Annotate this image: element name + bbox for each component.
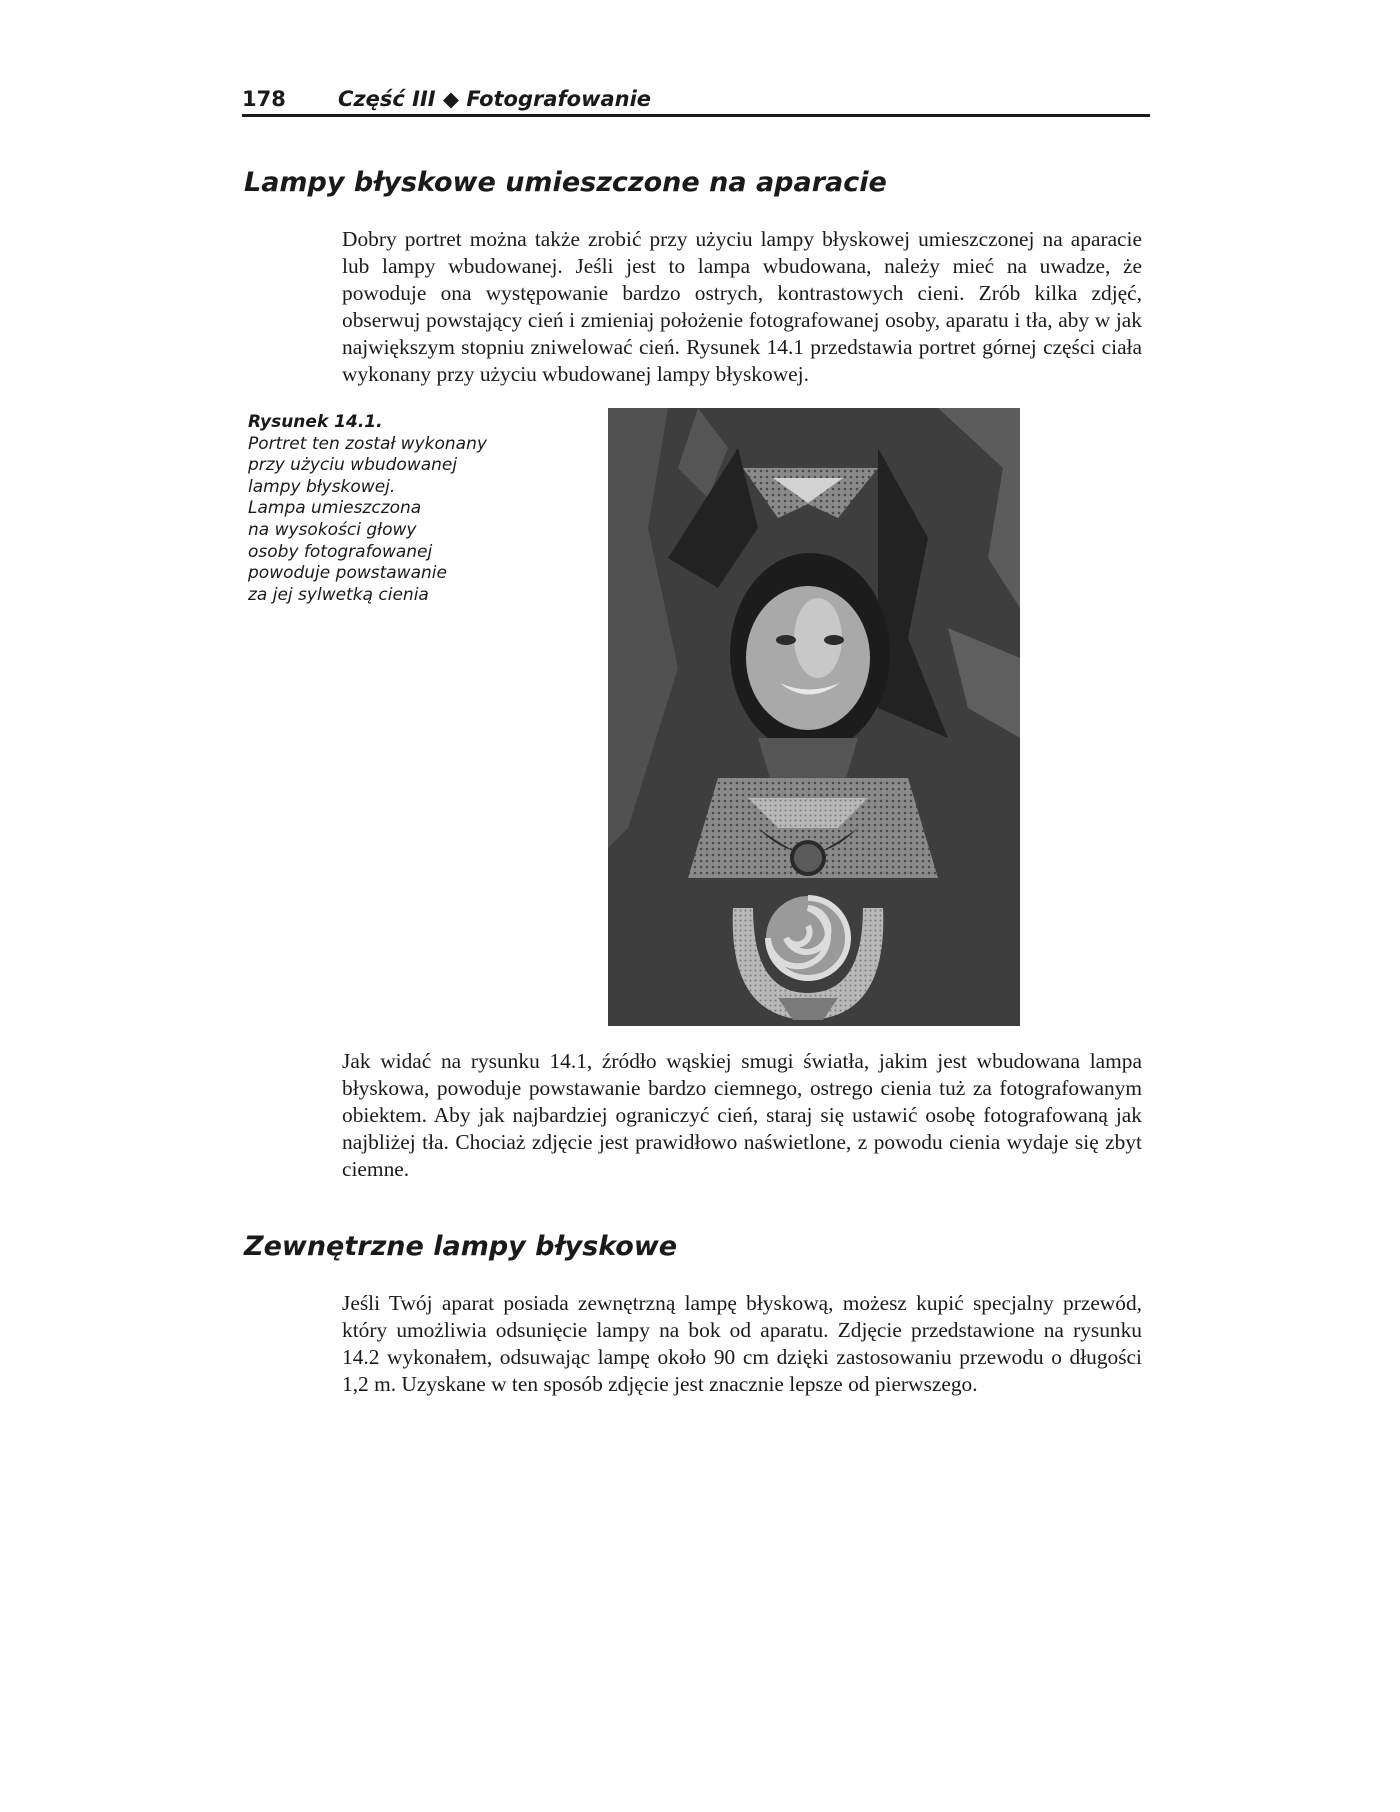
page-number: 178 [242, 87, 286, 111]
body-paragraph-2: Jak widać na rysunku 14.1, źródło wąskiej smugi światła, jakim jest wbudowana lampa błyskowa, powoduje powstawanie bardzo ciemnego, ostrego cienia tuż za fotografowanym obiektem. Aby jak najbardziej ograniczyć cień, staraj się ustawić osobę fotografowaną jak najbliżej tła. Chociaż zdjęcie jest prawidłowo naświetlone, z powodu cienia wydaje się zbyt ciemne. [342, 1049, 1142, 1181]
body-paragraph-3: Jeśli Twój aparat posiada zewnętrzną lampę błyskową, możesz kupić specjalny przewód, który umożliwia odsunięcie lampy na bok od aparatu. Zdjęcie przedstawione na rysunku 14.2 wykonałem, odsuwając lampę około 90 cm dzięki zastosowaniu przewodu o długości 1,2 m. Uzyskane w ten sposób zdjęcie jest znacznie lepsze od pierwszego. [342, 1291, 1142, 1396]
portrait-illustration [608, 408, 1020, 1026]
figure-caption [248, 412, 518, 606]
caption-line: przy użyciu wbudowanej [248, 455, 458, 476]
section-heading-external-flash: Zewnętrzne lampy błyskowe [244, 1231, 678, 1262]
running-head [242, 86, 1150, 117]
caption-line: Portret ten został wykonany [248, 433, 487, 454]
part-title: Część III ◆ Fotografowanie [338, 87, 652, 111]
portrait-photo [608, 408, 1020, 1026]
caption-line: lampy błyskowej. [248, 476, 396, 497]
caption-line: za jej sylwetką cienia [248, 584, 429, 605]
figure-label: Rysunek 14.1. [248, 412, 383, 432]
body-paragraph-1: Dobry portret można także zrobić przy użyciu lampy błyskowej umieszczonej na aparacie lub lampy wbudowanej. Jeśli jest to lampa wbudowana, należy mieć na uwadze, że powoduje ona występowanie bardzo ostrych, kontrastowych cieni. Zrób kilka zdjęć, obserwuj powstający cień i zmieniaj położenie fotografowanej osoby, aparatu i tła, aby w jak największym stopniu zniwelować cień. Rysunek 14.1 przedstawia portret górnej części ciała wykonany przy użyciu wbudowanej lampy błyskowej. [342, 227, 1142, 386]
caption-line: Lampa umieszczona [248, 498, 422, 519]
caption-line: powoduje powstawanie [248, 563, 447, 584]
caption-line: osoby fotografowanej [248, 541, 433, 562]
caption-line: na wysokości głowy [248, 519, 417, 540]
section-heading-onboard-flash: Lampy błyskowe umieszczone na aparacie [244, 167, 887, 198]
